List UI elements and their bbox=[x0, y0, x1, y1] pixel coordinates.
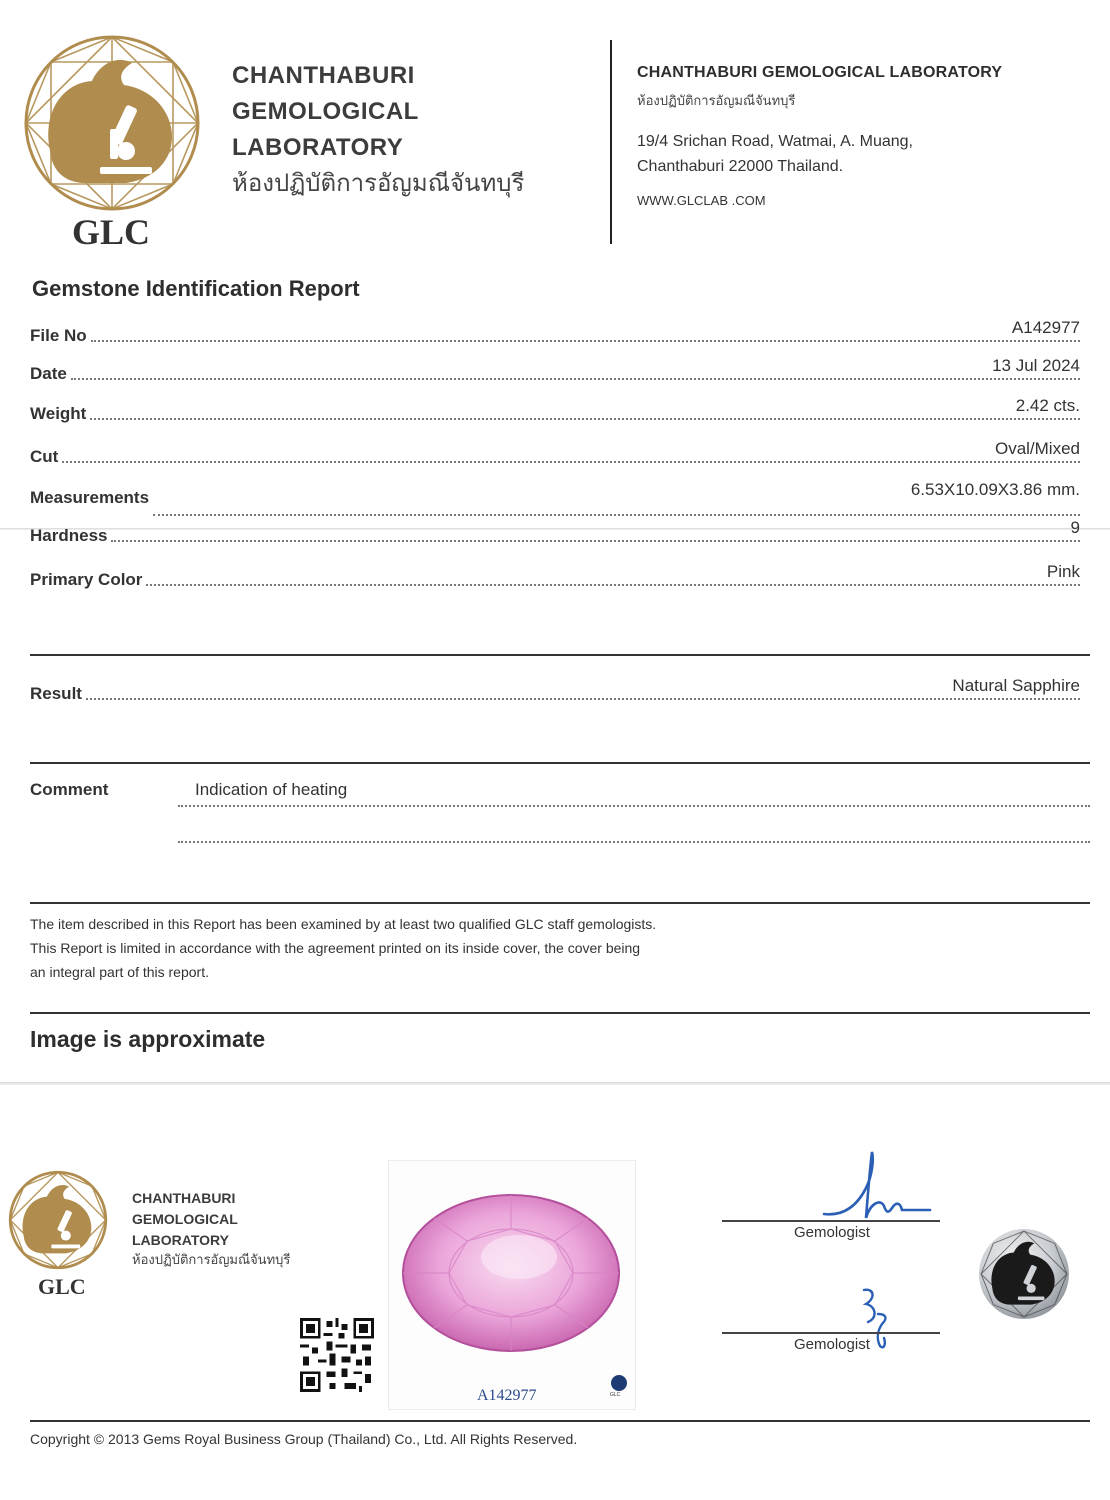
field-row-file-no bbox=[30, 318, 1080, 346]
gem-photo bbox=[388, 1160, 636, 1410]
footer-divider bbox=[30, 1420, 1090, 1422]
contact-title: CHANTHABURI GEMOLOGICAL LABORATORY bbox=[637, 64, 1003, 81]
divider bbox=[30, 654, 1090, 656]
org-name-line2: GEMOLOGICAL bbox=[232, 98, 419, 125]
comment-label: Comment bbox=[30, 780, 109, 799]
signature-line-1 bbox=[722, 1220, 940, 1222]
result-row bbox=[30, 676, 1080, 704]
comment-dots-1 bbox=[178, 805, 1090, 807]
field-row-date bbox=[30, 356, 1080, 384]
divider bbox=[30, 762, 1090, 764]
card-logo bbox=[8, 1170, 118, 1310]
header-divider bbox=[610, 40, 612, 244]
image-note: Image is approximate bbox=[30, 1026, 266, 1052]
org-name-line3: LABORATORY bbox=[232, 134, 404, 161]
field-value: 13 Jul 2024 bbox=[992, 356, 1080, 375]
website-link[interactable]: WWW.GLCLAB .COM bbox=[637, 193, 766, 208]
card-org-line1: CHANTHABURI bbox=[132, 1190, 236, 1206]
qr-code-icon[interactable] bbox=[300, 1318, 374, 1392]
card-org-thai: ห้องปฏิบัติการอัญมณีจันทบุรี bbox=[132, 1253, 291, 1268]
result-label: Result bbox=[30, 684, 82, 703]
field-row-cut bbox=[30, 439, 1080, 467]
comment-dots-2 bbox=[178, 841, 1090, 843]
disclaimer-line3: an integral part of this report. bbox=[30, 964, 209, 980]
field-label: Weight bbox=[30, 404, 87, 423]
logo-label: GLC bbox=[72, 212, 151, 252]
signature-1 bbox=[822, 1148, 932, 1228]
field-row-measurements bbox=[30, 480, 1080, 508]
glc-logo-icon bbox=[8, 1170, 108, 1270]
glc-logo-icon bbox=[22, 33, 202, 213]
card-org-line2: GEMOLOGICAL bbox=[132, 1211, 238, 1227]
disclaimer-line2: This Report is limited in accordance with the agreement printed on its inside cover, the cover being bbox=[30, 940, 641, 956]
gemologist-label-1: Gemologist bbox=[794, 1224, 870, 1241]
org-name-thai: ห้องปฏิบัติการอัญมณีจันทบุรี bbox=[232, 169, 525, 197]
field-row-hardness bbox=[30, 518, 1080, 546]
field-row-primary-color bbox=[30, 562, 1080, 590]
field-value: 9 bbox=[1070, 518, 1080, 537]
gemologist-label-2: Gemologist bbox=[794, 1336, 870, 1353]
card-logo-label: GLC bbox=[38, 1274, 86, 1299]
field-label: Primary Color bbox=[30, 570, 143, 589]
pink-sapphire-image bbox=[389, 1161, 635, 1361]
field-label: Measurements bbox=[30, 488, 150, 507]
photo-mark-icon bbox=[611, 1375, 627, 1391]
photo-caption: A142977 bbox=[477, 1387, 537, 1404]
field-label: Date bbox=[30, 364, 67, 383]
address-line2: Chanthaburi 22000 Thailand. bbox=[637, 158, 844, 175]
hologram-seal-icon bbox=[978, 1228, 1070, 1320]
result-value: Natural Sapphire bbox=[952, 676, 1080, 695]
contact-thai: ห้องปฏิบัติการอัญมณีจันทบุรี bbox=[637, 94, 796, 109]
field-value: A142977 bbox=[1011, 318, 1080, 337]
comment-value: Indication of heating bbox=[195, 780, 348, 799]
field-row-weight bbox=[30, 396, 1080, 424]
org-name-line1: CHANTHABURI bbox=[232, 62, 415, 89]
header-logo bbox=[22, 33, 202, 252]
address-line1: 19/4 Srichan Road, Watmai, A. Muang, bbox=[637, 133, 913, 150]
field-label: File No bbox=[30, 326, 87, 345]
field-value: 2.42 cts. bbox=[1015, 396, 1080, 415]
field-value: Pink bbox=[1046, 562, 1080, 581]
report-title: Gemstone Identification Report bbox=[32, 276, 360, 301]
field-label: Cut bbox=[30, 447, 59, 466]
card-org-name bbox=[132, 1188, 290, 1271]
photo-mark: GLC bbox=[610, 1392, 621, 1398]
contact-block bbox=[637, 64, 1002, 208]
disclaimer-line1: The item described in this Report has been examined by at least two qualified GLC staff gemologists. bbox=[30, 916, 657, 932]
org-name-block bbox=[232, 58, 524, 200]
divider bbox=[30, 1012, 1090, 1014]
disclaimer bbox=[30, 912, 656, 984]
copyright: Copyright © 2013 Gems Royal Business Group (Thailand) Co., Ltd. All Rights Reserved. bbox=[30, 1431, 578, 1447]
field-label: Hardness bbox=[30, 526, 108, 545]
fold-line bbox=[0, 1082, 1110, 1085]
field-value: 6.53X10.09X3.86 mm. bbox=[910, 480, 1080, 499]
signature-line-2 bbox=[722, 1332, 940, 1334]
field-value: Oval/Mixed bbox=[994, 439, 1080, 458]
card-org-line3: LABORATORY bbox=[132, 1232, 229, 1248]
divider bbox=[30, 902, 1090, 904]
